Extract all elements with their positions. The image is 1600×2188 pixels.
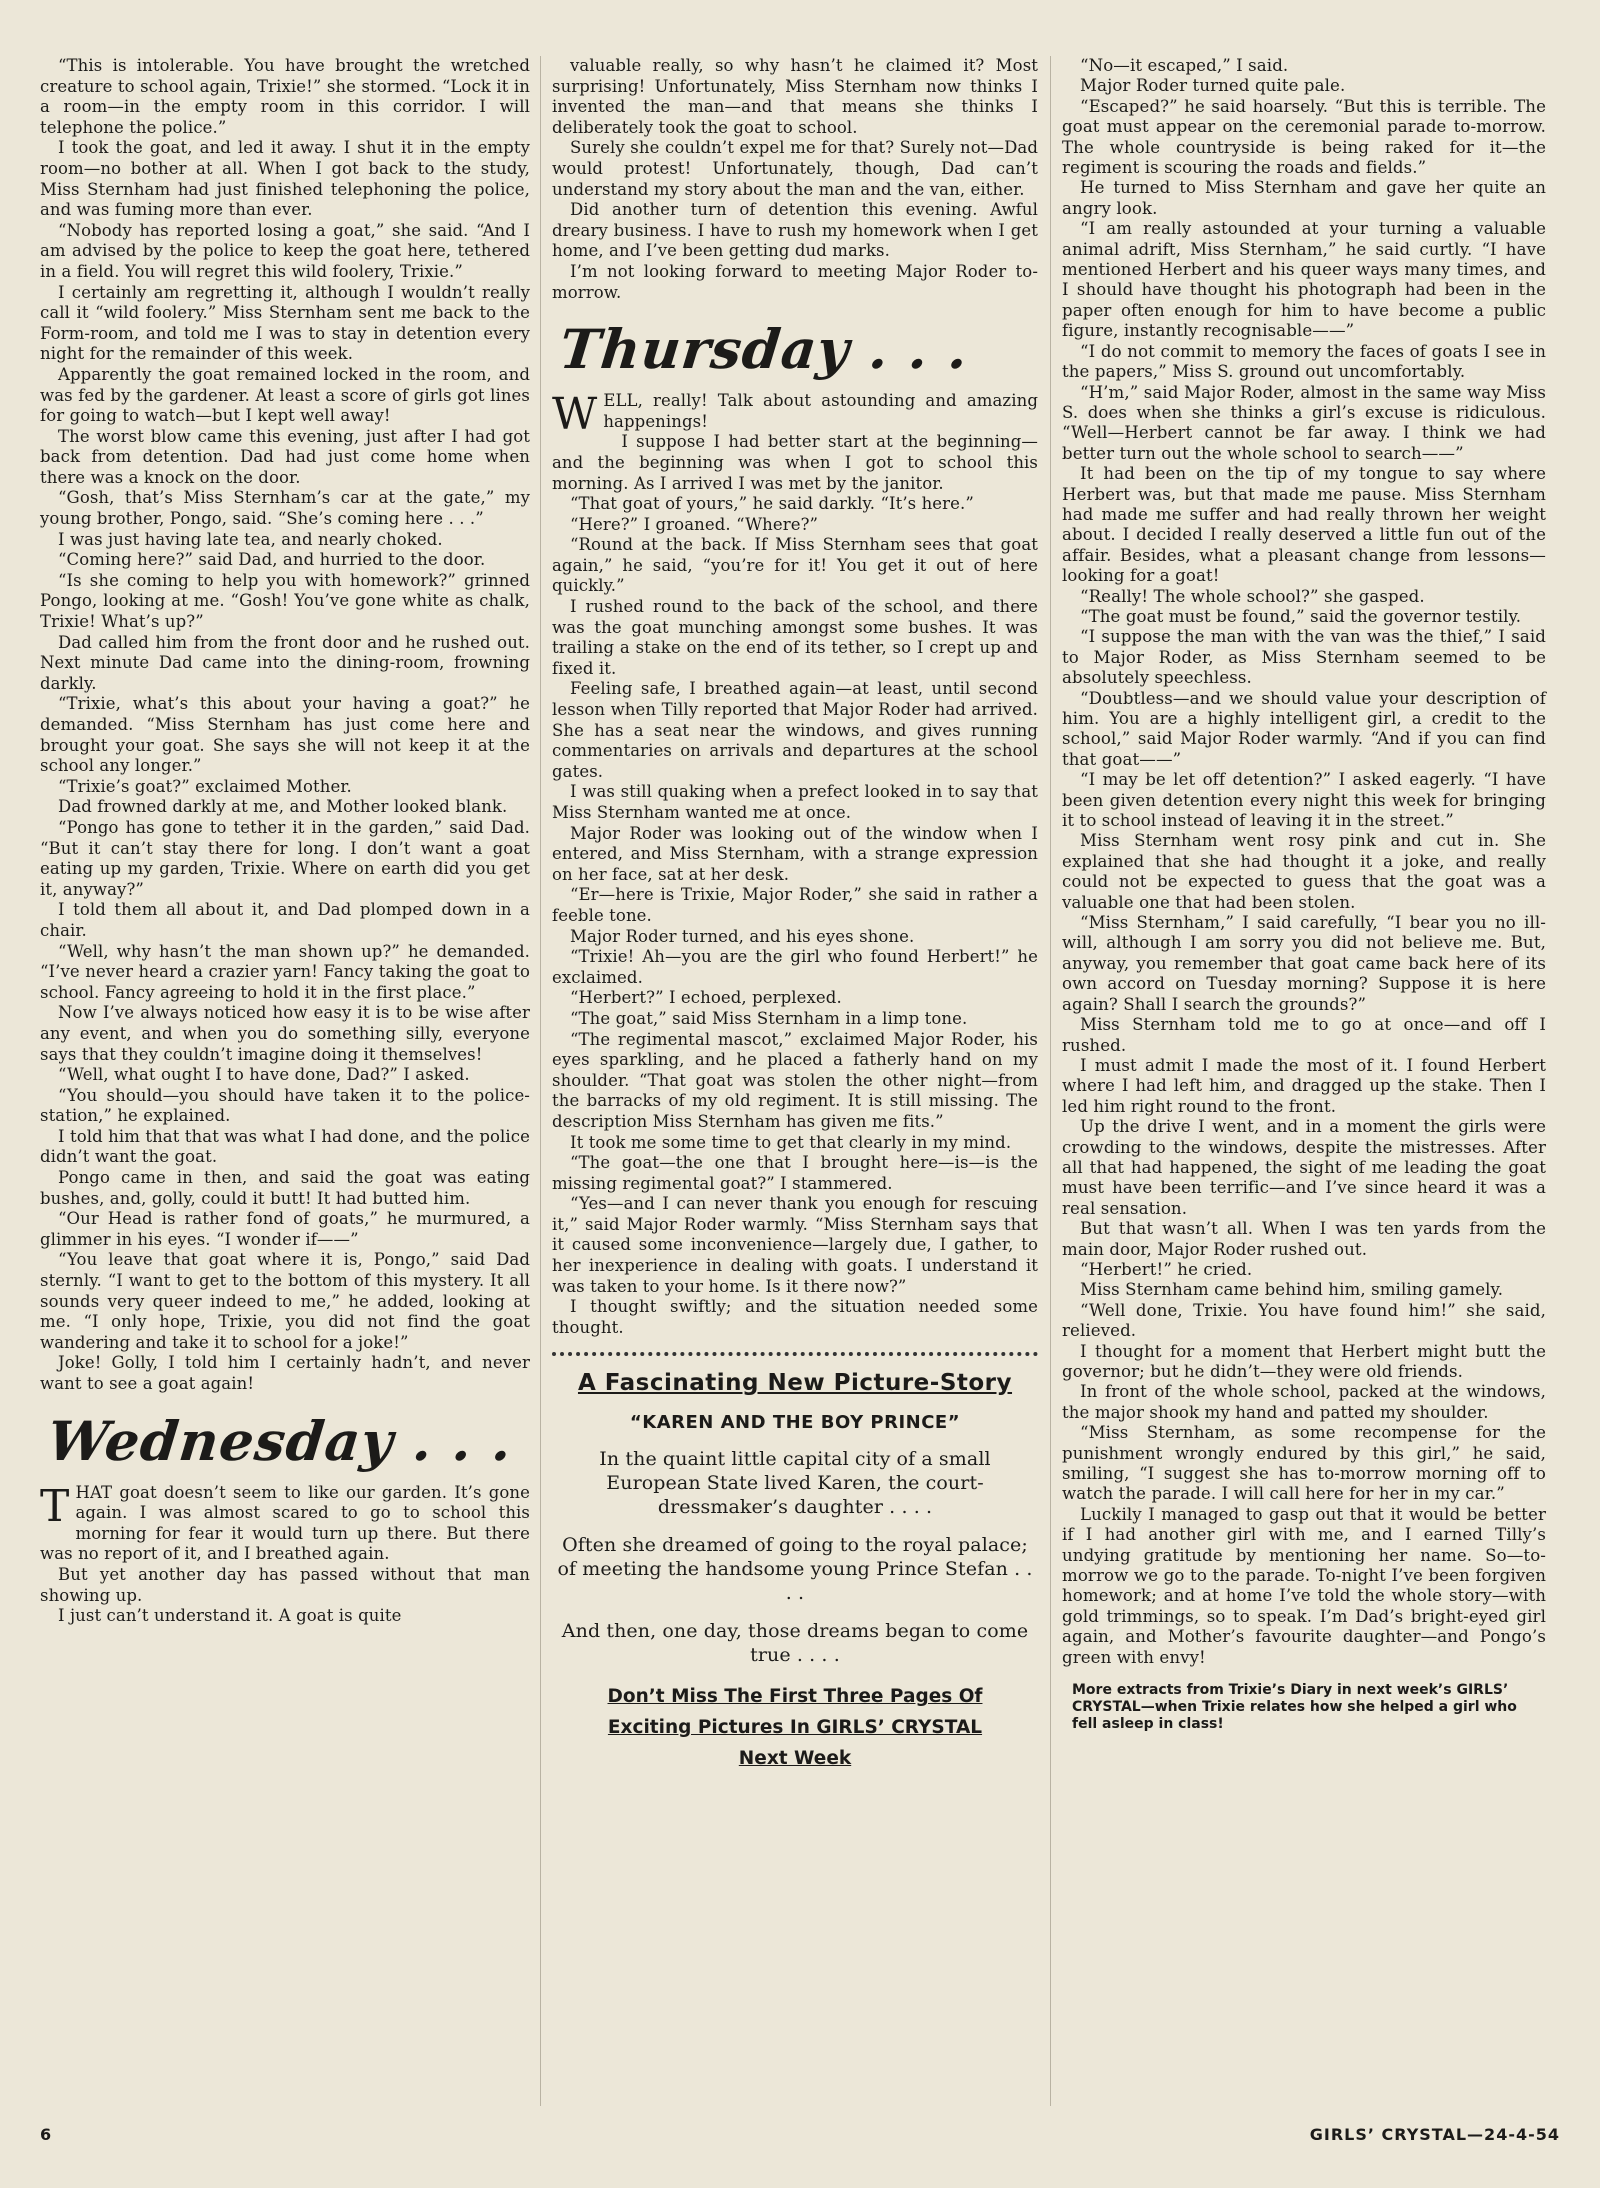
- paragraph: “Herbert?” I echoed, perplexed.: [570, 988, 842, 1008]
- paragraph: “Miss Sternham,” I said carefully, “I bear you no ill-will, although I am sorry you did not believe me. But, anyway, you remember that goat came back here of its own accord on Tuesday morning? Suppose it is here again? Shall I search the grounds?”: [1062, 913, 1546, 1014]
- paragraph: I suppose I had better start at the beginning—and the beginning was when I got to school this morning. As I arrived I was met by the janitor.: [552, 432, 1038, 493]
- paragraph: “This is intolerable. You have brought the wretched creature to school again, Trixie!” she stormed. “Lock it in a room—in the empty room in this corridor. I will telephone the police.”: [40, 56, 530, 137]
- paragraph: Surely she couldn’t expel me for that? Surely not—Dad would protest! Unfortunately, though, Dad can’t understand my story about the man and the van, either.: [552, 138, 1038, 199]
- paragraph: I thought swiftly; and the situation needed some thought.: [552, 1297, 1038, 1337]
- paragraph: “Herbert!” he cried.: [1080, 1259, 1253, 1279]
- story-text: [1062, 56, 1546, 1668]
- paragraph: “I may be let off detention?” I asked eagerly. “I have been given detention every night this week for bringing it to school instead of leaving it in the street.”: [1062, 770, 1546, 831]
- paragraph: I’m not looking forward to meeting Major Roder to-morrow.: [552, 261, 1038, 302]
- paragraph: Often she dreamed of going to the royal palace; of meeting the handsome young Prince Stefan . . . .: [557, 1534, 1033, 1605]
- drop-cap: T: [40, 1480, 70, 1532]
- paragraph: I told him that that was what I had done, and the police didn’t want the goat.: [40, 1126, 530, 1167]
- paragraph: Pongo came in then, and said the goat was eating bushes, and, golly, could it butt! It had butted him.: [40, 1168, 530, 1208]
- paragraph: “Doubtless—and we should value your description of him. You are a highly intelligent girl, a credit to the school,” said Major Roder warmly. “And if you can find that goat——”: [1062, 688, 1546, 769]
- paragraph: Major Roder turned, and his eyes shone.: [570, 926, 915, 946]
- paragraph: “The goat must be found,” said the governor testily.: [1080, 606, 1522, 626]
- paragraph: I was still quaking when a prefect looked in to say that Miss Sternham wanted me at once.: [552, 782, 1038, 822]
- paragraph: In the quaint little capital city of a small European State lived Karen, the court-dressmaker’s daughter . . . .: [599, 1448, 991, 1519]
- heading-wednesday: Wednesday . . .: [44, 1408, 516, 1473]
- paragraph: I rushed round to the back of the school, and there was the goat munching amongst some bushes. It was trailing a stake on the end of its tether, so I crept up and fixed it.: [552, 597, 1038, 678]
- paragraph: I certainly am regretting it, although I wouldn’t really call it “wild foolery.” Miss Sternham sent me back to the Form-room, and told me I was to stay in detention every night for the remainder of this week.: [40, 282, 530, 364]
- paragraph: “I suppose the man with the van was the thief,” I said to Major Roder, as Miss Sternham seemed to be absolutely speechless.: [1062, 627, 1546, 688]
- paragraph: Feeling safe, I breathed again—at least, until second lesson when Tilly reported that Major Roder had arrived. She has a seat near the windows, and gives running commentaries on arrivals and departures at the school gates.: [552, 679, 1038, 781]
- column-divider: [540, 56, 541, 2106]
- thursday-entry: [552, 391, 1038, 1338]
- paragraph: But yet another day has passed without that man showing up.: [40, 1564, 530, 1605]
- paragraph: “Well, why hasn’t the man shown up?” he demanded. “I’ve never heard a crazier yarn! Fancy taking the goat to school. Fancy agreeing to hold it in the first place.”: [40, 941, 530, 1002]
- column-divider: [1050, 56, 1051, 2106]
- paragraph: “Coming here?” said Dad, and hurried to the door.: [58, 550, 486, 570]
- paragraph: Dad called him from the front door and he rushed out. Next minute Dad came into the dining-room, frowning darkly.: [40, 632, 530, 693]
- paragraph: “Gosh, that’s Miss Sternham’s car at the gate,” my young brother, Pongo, said. “She’s coming here . . .”: [40, 488, 530, 529]
- paragraph: I was just having late tea, and nearly choked.: [58, 529, 443, 549]
- paragraph: Miss Sternham came behind him, smiling gamely.: [1080, 1280, 1504, 1300]
- paragraph: “Here?” I groaned. “Where?”: [570, 514, 819, 534]
- paragraph: I must admit I made the most of it. I found Herbert where I had left him, and dragged up the stake. Then I led him right round to the front.: [1062, 1055, 1546, 1116]
- wednesday-entry: [40, 1480, 530, 1627]
- paragraph: Up the drive I went, and in a moment the girls were crowding to the windows, despite the mistresses. After all that had happened, the sight of me leading the goat must have been terrific—and I’ve since heard it was a real sensation.: [1062, 1117, 1546, 1218]
- paragraph: Dad frowned darkly at me, and Mother looked blank.: [58, 797, 508, 817]
- story-text: [552, 56, 1038, 303]
- paragraph: “No—it escaped,” I said.: [1080, 56, 1289, 75]
- paragraph: Luckily I managed to gasp out that it would be better if I had another girl with me, and I earned Tilly’s undying gratitude by mentioning her name. So—to-morrow we go to the parade. To-night I’ve been forgiven homework; and at home I’ve told the whole story—with gold trimmings, so to speak. I’m Dad’s bright-eyed girl again, and Mother’s favourite daughter—and Pongo’s green with envy!: [1062, 1504, 1546, 1667]
- ad-subtitle: “KAREN AND THE BOY PRINCE”: [629, 1412, 961, 1434]
- column-2: [552, 56, 1038, 1774]
- next-week-note: More extracts from Trixie’s Diary in next week’s GIRLS’ CRYSTAL—when Trixie relates how she helped a girl who fell asleep in class!: [1072, 1682, 1517, 1733]
- paragraph: “The regimental mascot,” exclaimed Major Roder, his eyes sparkling, and he placed a fatherly hand on my shoulder. “That goat was stolen the other night—from the barracks of my old regiment. It is still missing. The description Miss Sternham has given me fits.”: [552, 1029, 1038, 1131]
- column-3: [1062, 56, 1546, 1733]
- paragraph: “The goat—the one that I brought here—is—is the missing regimental goat?” I stammered.: [552, 1153, 1038, 1193]
- paragraph: But that wasn’t all. When I was ten yards from the main door, Major Roder rushed out.: [1062, 1219, 1546, 1259]
- paragraph: Apparently the goat remained locked in the room, and was fed by the gardener. At least a score of girls got lines for going to watch—but I kept well away!: [40, 364, 530, 426]
- issue-info: GIRLS’ CRYSTAL—24-4-54: [1309, 2125, 1560, 2144]
- paragraph: “I do not commit to memory the faces of goats I see in the papers,” Miss S. ground out uncomfortably.: [1062, 341, 1546, 382]
- paragraph: “Pongo has gone to tether it in the garden,” said Dad. “But it can’t stay there for long. I don’t want a goat eating up my garden, Trixie. Where on earth did you get it, anyway?”: [40, 817, 530, 899]
- paragraph: In front of the whole school, packed at the windows, the major shook my hand and patted my shoulder.: [1062, 1382, 1546, 1422]
- paragraph: “You should—you should have taken it to the police-station,” he explained.: [40, 1085, 530, 1126]
- paragraph: “Miss Sternham, as some recompense for the punishment wrongly endured by this girl,” he said, smiling, “I suggest she has to-morrow morning off to watch the parade. I will call here for her in my car.”: [1062, 1423, 1546, 1504]
- paragraph: Did another turn of detention this evening. Awful dreary business. I have to rush my homework when I get home, and I’ve been getting dud marks.: [552, 200, 1038, 261]
- paragraph: Joke! Golly, I told him I certainly hadn’t, and never want to see a goat again!: [40, 1353, 530, 1393]
- paragraph: “Trixie’s goat?” exclaimed Mother.: [58, 776, 352, 796]
- paragraph: He turned to Miss Sternham and gave her quite an angry look.: [1062, 178, 1546, 218]
- paragraph: I thought for a moment that Herbert might butt the governor; but he didn’t—they were old friends.: [1062, 1341, 1546, 1381]
- cta-line: Exciting Pictures In GIRLS’ CRYSTAL: [607, 1717, 983, 1739]
- picture-story-ad: [552, 1352, 1038, 1774]
- cta-line: Don’t Miss The First Three Pages Of: [607, 1686, 983, 1708]
- paragraph: “Is she coming to help you with homework?” grinned Pongo, looking at me. “Gosh! You’ve gone white as chalk, Trixie! What’s up?”: [40, 570, 530, 632]
- drop-cap: W: [552, 389, 598, 441]
- heading-thursday: Thursday . . .: [556, 317, 972, 382]
- story-text: [40, 56, 530, 1395]
- paragraph: valuable really, so why hasn’t he claimed it? Most surprising! Unfortunately, Miss Sternham now thinks I invented the man—and that means she thinks I deliberately took the goat to school.: [552, 56, 1038, 137]
- page-number: 6: [40, 2125, 52, 2144]
- paragraph: It took me some time to get that clearly in my mind.: [570, 1132, 1012, 1152]
- paragraph: Now I’ve always noticed how easy it is to be wise after any event, and when you do something silly, everyone says that they couldn’t imagine doing it themselves!: [40, 1003, 530, 1064]
- paragraph: I took the goat, and led it away. I shut it in the empty room—no bother at all. When I got back to the study, Miss Sternham had just finished telephoning the police, and was fuming more than ever.: [40, 138, 530, 220]
- paragraph: “The goat,” said Miss Sternham in a limp tone.: [570, 1008, 968, 1028]
- paragraph: And then, one day, those dreams began to come true . . . .: [561, 1620, 1029, 1667]
- paragraph: “That goat of yours,” he said darkly. “It’s here.”: [570, 494, 974, 514]
- paragraph: WELL, really! Talk about astounding and amazing happenings!: [552, 389, 1038, 441]
- paragraph: “I am really astounded at your turning a valuable animal adrift, Miss Sternham,” he said curtly. “I have mentioned Herbert and his queer ways many times, and I should have thought his photograph had been in the paper often enough for him to have become a public figure, instantly recognisable——”: [1062, 219, 1546, 341]
- paragraph: “Nobody has reported losing a goat,” she said. “And I am advised by the police to keep the goat here, tethered in a field. You will regret this wild foolery, Trixie.”: [40, 220, 530, 281]
- paragraph: Miss Sternham went rosy pink and cut in. She explained that she had thought it a joke, and really could not be expected to guess that the goat was a valuable one that had been stolen.: [1062, 831, 1546, 912]
- paragraph: “You leave that goat where it is, Pongo,” said Dad sternly. “I want to get to the bottom of this mystery. It all sounds very queer indeed to me,” he added, looking at me. “I only hope, Trixie, you did not find the goat wandering and take it to school for a joke!”: [40, 1250, 530, 1352]
- paragraph: “Yes—and I can never thank you enough for rescuing it,” said Major Roder warmly. “Miss Sternham says that it caused some inconvenience—largely due, I gather, to her inexperience in dealing with goats. I understand it was taken to your home. Is it there now?”: [552, 1194, 1038, 1296]
- ad-call-to-action: [552, 1681, 1038, 1774]
- paragraph: “Well done, Trixie. You have found him!” she said, relieved.: [1062, 1300, 1546, 1341]
- column-1: [40, 56, 530, 1627]
- paragraph: THAT goat doesn’t seem to like our garden. It’s gone again. I was almost scared to go to school this morning for fear it would turn up there. But there was no report of it, and I breathed again.: [40, 1480, 530, 1564]
- ad-title: A Fascinating New Picture-Story: [577, 1370, 1013, 1397]
- paragraph: I told them all about it, and Dad plomped down in a chair.: [40, 900, 530, 940]
- paragraph: Major Roder was looking out of the window when I entered, and Miss Sternham, with a strange expression on her face, sat at her desk.: [552, 823, 1038, 884]
- cta-line: Next Week: [738, 1748, 852, 1770]
- paragraph: Major Roder turned quite pale.: [1080, 76, 1346, 96]
- dotted-divider: [552, 1352, 1038, 1356]
- paragraph: “Well, what ought I to have done, Dad?” I asked.: [58, 1065, 470, 1085]
- paragraph: “Er—here is Trixie, Major Roder,” she said in rather a feeble tone.: [552, 885, 1038, 925]
- paragraph: “Our Head is rather fond of goats,” he murmured, a glimmer in his eyes. “I wonder if——”: [40, 1209, 530, 1249]
- paragraph: “Trixie! Ah—you are the girl who found Herbert!” he exclaimed.: [552, 947, 1038, 987]
- paragraph: “H’m,” said Major Roder, almost in the same way Miss S. does when she thinks a girl’s excuse is ridiculous. “Well—Herbert cannot be far away. I think we had better turn out the whole school to search——”: [1062, 382, 1546, 463]
- paragraph: It had been on the tip of my tongue to say where Herbert was, but that made me pause. Miss Sternham had made me suffer and had really thrown her weight about. I decided I really deserved a little fun out of the affair. Besides, what a pleasant change from lessons—looking for a goat!: [1062, 464, 1546, 586]
- paragraph: “Really! The whole school?” she gasped.: [1080, 586, 1425, 606]
- paragraph: I just can’t understand it. A goat is quite: [58, 1606, 402, 1626]
- paragraph: “Round at the back. If Miss Sternham sees that goat again,” he said, “you’re for it! You get it out of here quickly.”: [552, 535, 1038, 596]
- paragraph: Miss Sternham told me to go at once—and off I rushed.: [1062, 1015, 1546, 1055]
- paragraph: “Trixie, what’s this about your having a goat?” he demanded. “Miss Sternham has just come here and brought your goat. She says she will not keep it at the school any longer.”: [40, 694, 530, 776]
- paragraph: “Escaped?” he said hoarsely. “But this is terrible. The goat must appear on the ceremonial parade to-morrow. The whole countryside is being raked for it—the regiment is scouring the roads and fields.”: [1062, 96, 1546, 178]
- paragraph: The worst blow came this evening, just after I had got back from detention. Dad had just come home when there was a knock on the door.: [40, 426, 530, 487]
